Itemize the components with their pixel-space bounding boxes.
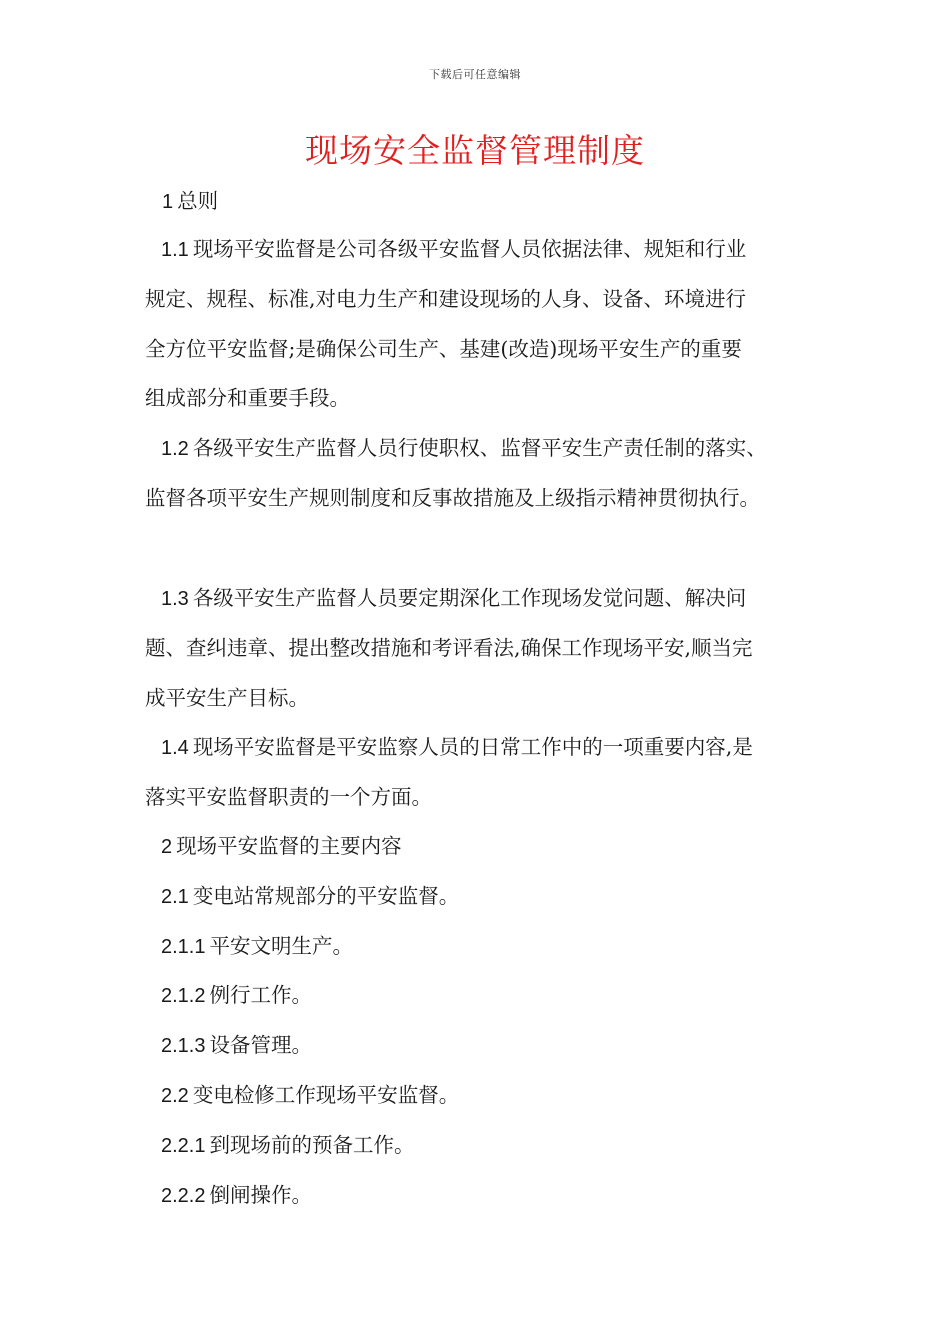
paragraph-line: [145, 225, 825, 275]
paragraph-line: [145, 723, 825, 773]
outline-list: [145, 822, 825, 1220]
paragraph-line: 成平安生产目标。: [145, 685, 309, 710]
paragraph-line: 规定、规程、标准,对电力生产和建设现场的人身、设备、环境进行: [145, 286, 747, 311]
paragraph-text: 现场平安监督是公司各级平安监督人员依据法律、规矩和行业: [192, 237, 747, 261]
outline-number: 2.1.2: [161, 985, 206, 1008]
paragraph-line: 落实平安监督职责的一个方面。: [145, 784, 432, 809]
outline-number: 2: [161, 836, 173, 858]
outline-text: 设备管理。: [209, 1033, 312, 1058]
outline-text: 平安文明生产。: [209, 933, 353, 958]
paragraph-line: 监督各项平安生产规则制度和反事故措施及上级指示精神贯彻执行。: [145, 485, 760, 510]
outline-text: 例行工作。: [209, 983, 312, 1008]
outline-number: 2.2.2: [161, 1184, 206, 1207]
outline-item: [145, 1121, 825, 1171]
outline-item: [145, 822, 825, 872]
outline-item: [145, 971, 825, 1021]
outline-text: 倒闸操作。: [209, 1182, 312, 1207]
paragraph-number: 1.4: [161, 737, 189, 759]
paragraph-1-3: [145, 574, 825, 723]
outline-text: 到现场前的预备工作。: [209, 1132, 415, 1157]
header-note: 下载后可任意编辑: [429, 68, 521, 81]
paragraph-number: 1.3: [161, 588, 189, 610]
paragraph-line: 题、查纠违章、提出整改措施和考评看法,确保工作现场平安,顺当完: [145, 635, 753, 660]
paragraph-text: 现场平安监督是平安监察人员的日常工作中的一项重要内容,是: [192, 735, 753, 759]
outline-item: [145, 1021, 825, 1071]
section-heading-1: [162, 181, 218, 222]
paragraph-line: 全方位平安监督;是确保公司生产、基建(改造)现场平安生产的重要: [145, 336, 742, 361]
outline-item: [145, 1071, 825, 1121]
outline-item: [145, 872, 825, 922]
outline-item: [145, 1171, 825, 1221]
paragraph-number: 1.2: [161, 438, 189, 460]
outline-item: [145, 922, 825, 972]
paragraph-line: [145, 424, 825, 474]
outline-number: 2.2: [161, 1084, 189, 1107]
paragraph-1-1: [145, 225, 825, 424]
outline-text: 变电站常规部分的平安监督。: [192, 883, 460, 908]
section-heading-text: 总则: [177, 189, 219, 213]
paragraph-number: 1.1: [161, 239, 189, 261]
outline-number: 2.1.1: [161, 935, 206, 958]
paragraph-text: 各级平安生产监督人员行使职权、监督平安生产责任制的落实、: [192, 436, 767, 460]
outline-number: 2.1.3: [161, 1035, 206, 1058]
paragraph-text: 各级平安生产监督人员要定期深化工作现场发觉问题、解决问: [192, 586, 747, 610]
section-number: 1: [162, 191, 174, 213]
paragraph-1-4: [145, 723, 825, 823]
paragraph-1-2: [145, 424, 825, 524]
paragraph-line: [145, 574, 825, 624]
outline-number: 2.1: [161, 885, 189, 908]
outline-text: 变电检修工作现场平安监督。: [192, 1082, 460, 1107]
outline-number: 2.2.1: [161, 1134, 206, 1157]
paragraph-line: 组成部分和重要手段。: [145, 386, 350, 411]
outline-text: 现场平安监督的主要内容: [176, 834, 402, 858]
document-title: 现场安全监督管理制度: [305, 131, 645, 170]
